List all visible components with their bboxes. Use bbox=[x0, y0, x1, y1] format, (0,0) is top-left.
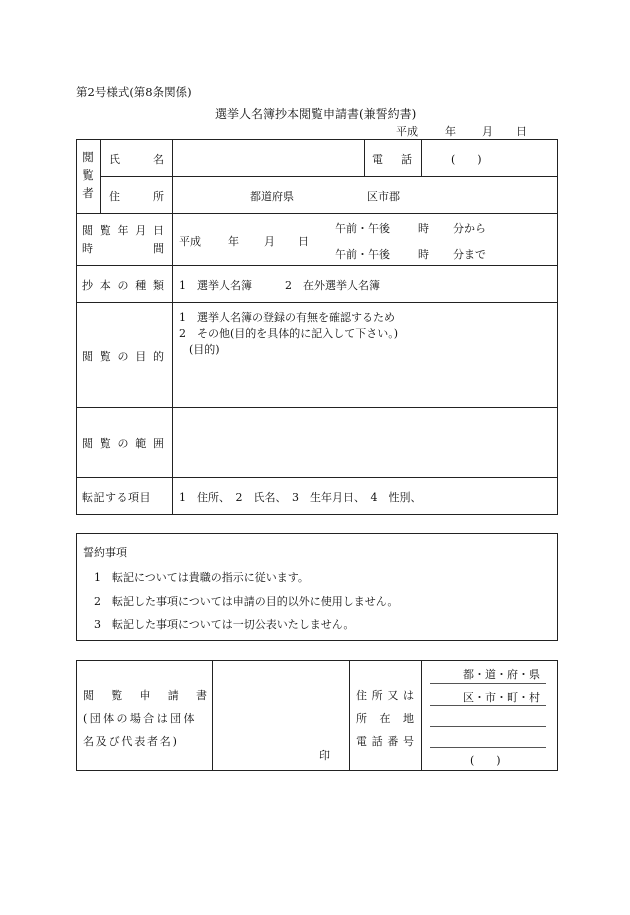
address-ward-city[interactable]: 区市郡 bbox=[367, 190, 400, 203]
underline bbox=[430, 747, 546, 748]
applicant-address-label-2: 所 在 地 bbox=[356, 712, 414, 725]
scope-field[interactable] bbox=[173, 408, 557, 476]
pledge-item: 3 転記した事項については一切公表いたしません。 bbox=[94, 618, 355, 631]
form-number: 第2号様式(第8条関係) bbox=[76, 85, 192, 99]
time-to-hour[interactable]: 時 bbox=[418, 248, 429, 261]
datetime-label-bottom: 時 間 bbox=[82, 242, 164, 255]
divider bbox=[421, 139, 422, 176]
applicant-address-label-1: 住 所 又 は bbox=[356, 689, 414, 702]
divider bbox=[76, 265, 558, 266]
header-date-year: 年 bbox=[445, 125, 456, 138]
applicant-city[interactable]: 区・市・町・村 bbox=[463, 691, 540, 704]
divider bbox=[100, 176, 558, 177]
header-date-era: 平成 bbox=[396, 125, 418, 138]
divider bbox=[421, 660, 422, 771]
divider bbox=[100, 139, 101, 213]
phone-label: 電 話 bbox=[372, 153, 412, 166]
divider bbox=[349, 660, 350, 771]
viewer-label: 閲 覧 者 bbox=[82, 150, 94, 200]
applicant-label-line2: (団体の場合は団体 bbox=[83, 712, 197, 725]
pledge-item: 1 転記については貴職の指示に従います。 bbox=[94, 571, 309, 584]
pledge-item: 2 転記した事項については申請の目的以外に使用しません。 bbox=[94, 595, 399, 608]
datetime-year[interactable]: 年 bbox=[228, 235, 239, 248]
time-from-hour[interactable]: 時 bbox=[418, 222, 429, 235]
address-label: 住 所 bbox=[109, 190, 164, 203]
divider bbox=[364, 139, 365, 176]
divider bbox=[76, 213, 558, 214]
time-from-ampm[interactable]: 午前・午後 bbox=[335, 222, 390, 235]
purpose-option-1[interactable]: 1 選挙人名簿の登録の有無を確認するため bbox=[179, 311, 395, 324]
purpose-option-2[interactable]: 2 その他(目的を具体的に記入して下さい。) bbox=[179, 327, 399, 340]
name-label: 氏 名 bbox=[109, 153, 164, 166]
time-to-ampm[interactable]: 午前・午後 bbox=[335, 248, 390, 261]
applicant-label-line3: 名及び代表者名) bbox=[83, 735, 179, 748]
scope-label: 閲 覧 の 範 囲 bbox=[82, 437, 164, 450]
datetime-month[interactable]: 月 bbox=[264, 235, 275, 248]
datetime-label-top: 閲 覧 年 月 日 bbox=[82, 224, 164, 237]
applicant-phone-label: 電 話 番 号 bbox=[356, 735, 414, 748]
extract-type-options[interactable]: 1 選挙人名簿 2 在外選挙人名簿 bbox=[179, 279, 380, 292]
purpose-note: (目的) bbox=[189, 343, 220, 356]
phone-field[interactable]: ( ) bbox=[451, 153, 482, 166]
time-to-minute[interactable]: 分まで bbox=[453, 248, 486, 261]
applicant-prefecture[interactable]: 都・道・府・県 bbox=[463, 668, 540, 681]
address-prefecture[interactable]: 都道府県 bbox=[250, 190, 294, 203]
divider bbox=[76, 302, 558, 303]
datetime-day[interactable]: 日 bbox=[298, 235, 309, 248]
datetime-era: 平成 bbox=[179, 235, 201, 248]
pledge-heading: 誓約事項 bbox=[83, 546, 127, 559]
header-date-day: 日 bbox=[516, 125, 527, 138]
applicant-label-line1: 閲 覧 申 請 書 bbox=[83, 689, 207, 702]
transcribe-label: 転記する項目 bbox=[82, 491, 151, 504]
underline bbox=[430, 726, 546, 727]
transcribe-items[interactable]: 1 住所、 2 氏名、 3 生年月日、 4 性別、 bbox=[179, 491, 422, 504]
purpose-label: 閲 覧 の 目 的 bbox=[82, 350, 164, 363]
time-from-minute[interactable]: 分から bbox=[453, 222, 486, 235]
underline bbox=[430, 705, 546, 706]
divider bbox=[76, 477, 558, 478]
seal-mark: 印 bbox=[319, 749, 330, 762]
underline bbox=[430, 683, 546, 684]
form-title: 選挙人名簿抄本閲覧申請書(兼誓約書) bbox=[215, 107, 417, 121]
extract-type-label: 抄 本 の 種 類 bbox=[82, 279, 164, 292]
header-date-month: 月 bbox=[482, 125, 493, 138]
name-field[interactable] bbox=[173, 140, 363, 175]
applicant-phone-field[interactable]: ( ) bbox=[470, 754, 501, 767]
